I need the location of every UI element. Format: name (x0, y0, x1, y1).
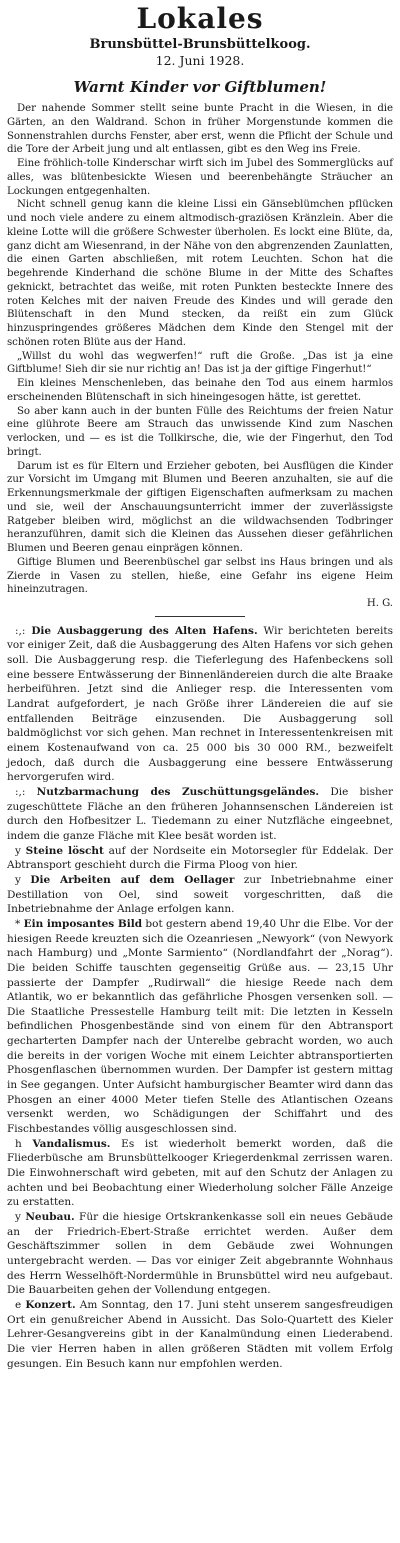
section-divider (155, 616, 245, 617)
notice-mark: h (15, 1137, 22, 1150)
notice-mark: e (15, 1298, 22, 1311)
notice-mark: y (15, 844, 21, 857)
main-article (7, 77, 393, 611)
local-notices (7, 624, 393, 1371)
notice-title: Ein imposantes Bild (23, 917, 143, 930)
notice-title: Konzert. (25, 1298, 76, 1311)
notice-mark: :,: (15, 785, 26, 798)
notice-item (7, 785, 393, 844)
article-paragraph: Der nahende Sommer stellt seine bunte Pracht in die Wiesen, in die Gärten, an den Waldrand. Schon in früher Morgenstunde kommen die Sonnenstrahlen durchs Fenster, aber erst, wenn die Pflicht der Schule und die Tore der Arbeit jung und alt entlassen, gibt es den Weg ins Freie. (7, 103, 393, 156)
article-headline: Warnt Kinder vor Giftblumen! (73, 78, 327, 96)
notice-item (7, 624, 393, 785)
notice-item (7, 1137, 393, 1210)
section-subhead: Brunsbüttel-Brunsbüttelkoog. (89, 37, 311, 52)
notice-mark: * (15, 917, 21, 930)
notice-title: Neubau. (25, 1211, 75, 1223)
notice-title: Die Arbeiten auf dem Oellager (30, 873, 235, 886)
notice-mark: :,: (15, 624, 26, 637)
notice-text: Es ist wiederholt bemerkt worden, daß die Fliederbüsche am Brunsbüttelkooger Kriegerdenkmal zerrissen waren. Die Einwohnerschaft wird gebeten, mit auf den Schutz der Anlagen zu achten und bei Beobachtung einer Wiederholung solcher Fälle Anzeige zu erstatten. (7, 1137, 393, 1209)
notice-text: zur Inbetriebnahme einer Destillation von Oel, sind soweit vorgeschritten, daß die Inbetriebnahme der Anlage erfolgen kann. (7, 873, 394, 916)
notice-text: Am Sonntag, den 17. Juni steht unserem sangesfreudigen Ort ein genußreicher Abend in Aussicht. Das Solo-Quartett des Kieler Lehrer-Gesangvereins gibt in der Kanalmündung einen Liederabend. Die vier Herren haben in allen größeren Städten mit vollem Erfolg gesungen. Ein Besuch kann nur empfohlen werden. (7, 1298, 394, 1370)
article-paragraph: Eine fröhlich-tolle Kinderschar wirft sich im Jubel des Sommerglücks auf alles, was blütenbesickte Wiesen und beerenbehängte Sträucher an Lockungen entgegenhalten. (7, 158, 393, 197)
article-signature: H. G. (366, 598, 393, 609)
notice-title: Die Ausbaggerung des Alten Hafens. (31, 624, 258, 637)
notice-title: Steine löscht (25, 844, 104, 857)
notice-item (7, 873, 393, 917)
masthead: Lokales (136, 2, 264, 35)
article-paragraph: Darum ist es für Eltern und Erzieher geboten, bei Ausflügen die Kinder zur Vorsicht im Umgang mit Blumen und Beeren anzuhalten, sie auf die Erkennungsmerkmale der giftigen Eigenschaften aufmerksam zu machen und sie, weil der Anschauungsunterricht immer der zuverlässigste Ratgeber bleiben wird, möglichst an die wildwachsenden Todbringer heranzuführen, damit sich die Kleinen das Aussehen dieser gefährlichen Blumen und Beeren genau einprägen können. (7, 460, 393, 554)
dateline: 12. Juni 1928. (155, 53, 245, 68)
article-paragraph: Giftige Blumen und Beerenbüschel gar selbst ins Haus bringen und als Zierde in Vasen zu stellen, hieße, eine Gefahr ins eigene Heim hineinzutragen. (7, 556, 393, 596)
notice-mark: y (15, 1211, 21, 1223)
article-paragraph: Ein kleines Menschenleben, das beinahe den Tod aus einem harmlos erscheinenden Blütenschaft in sich hineingesogen hätte, ist gerettet. (7, 378, 393, 403)
notice-text: Für die hiesige Ortskrankenkasse soll ein neues Gebäude an der Friedrich-Ebert-Straße errichtet werden. Außer dem Geschäftszimmer sollen in dem Gebäude zwei Wohnungen untergebracht werden. — Das vor einiger Zeit abgebrannte Wohnhaus des Herrn Wesselhöft-Nordermühle in Brunsbüttel wird neu aufgebaut. Die Bauarbeiten gehen der Vollendung entgegen. (7, 1211, 393, 1297)
article-paragraph: Nicht schnell genug kann die kleine Lissi ein Gänseblümchen pflücken und noch viele andere zu einem altmodisch-graziösen Kränzlein. Aber die kleine Lotte will die größere Schwester überholen. Es lockt eine Blüte, da, ganz dicht am Wiesenrand, in der Nähe von den abgrenzenden Zaunlatten, die einen Garten abschließen, mit rotem Leuchten. Schon hat die begehrende Kinderhand die schöne Blume in der Mitte des Schaftes geknickt, betrachtet das weiße, mit roten Punkten besteckte Innere des roten Kelches mit der naiven Freude des Kindes und will gerade den Blütenschaft in den Mund stecken, da reißt ein zum Glück hinzuspringendes größeres Mädchen dem Kinde den Stengel mit der schönen roten Blüte aus der Hand. (7, 199, 393, 348)
notice-text: auf der Nordseite ein Motorsegler für Eddelak. Der Abtransport geschieht durch die Firma Ploog von hier. (7, 844, 393, 872)
article-paragraph: So aber kann auch in der bunten Fülle des Reichtums der freien Natur eine glührote Beere am Strauch das unwissende Kind zum Naschen verlocken, und — es ist die Tollkirsche, die, wie der Fingerhut, den Tod bringt. (7, 405, 393, 458)
notice-title: Vandalismus. (32, 1137, 111, 1150)
notice-text: Wir berichteten bereits vor einiger Zeit, daß die Ausbaggerung des Alten Hafens vor sich gehen soll. Die Ausbaggerung resp. die Tieferlegung des Hafenbeckens soll eine bessere Entwässerung der Binnenländereien durch die alte Braake herbeiführen. Jetzt sind die Anlieger resp. die Interessenten vom Landrat aufgefordert, je nach Größe ihrer Ländereien die auf sie entfallenden Beiträge einzusenden. Die Ausbaggerung soll baldmöglichst vor sich gehen. Man rechnet in Interessentenkreisen mit einem Kostenaufwand von ca. 25 000 bis 30 000 RM., bezweifelt jedoch, daß durch die Ausbaggerung eine bessere Entwässerung hervorgerufen wird. (7, 624, 393, 784)
notice-item (7, 1298, 393, 1371)
article-paragraph: „Willst du wohl das wegwerfen!“ ruft die Große. „Das ist ja eine Giftblume! Sieh dir sie nur richtig an! Das ist ja der giftige Fingerhut!“ (7, 350, 393, 376)
notice-text: Die bisher zugeschüttete Fläche an den früheren Johannsenschen Ländereien ist durch den Hofbesitzer L. Tiedemann zu einer Nutzfläche eingeebnet, indem die ganze Fläche mit Klee besät worden ist. (7, 785, 394, 842)
notice-mark: y (15, 873, 21, 886)
notice-item (7, 917, 393, 1137)
notice-title: Nutzbarmachung des Zuschüttungsgeländes. (36, 785, 320, 798)
notice-item (7, 844, 393, 873)
notice-item (7, 1210, 393, 1298)
notice-text: bot gestern abend 19,40 Uhr die Elbe. Vor der hiesigen Reede kreuzten sich die Ozeanriesen „Newyork“ (von Newyork nach Hamburg) und „Monte Sarmiento“ (Nordlandfahrt der „Norag“). Die beiden Schiffe tauschten gegenseitig Grüße aus. — 23,15 Uhr passierte der Dampfer „Rudirwall“ die hiesige Reede nach dem Atlantik, wo er bekanntlich das gefährliche Phosgen versenken soll. — Die Staatliche Pressestelle Hamburg teilt mit: Die letzten in Kesseln befindlichen Phosgenbestände sind von einem für den Abtransport gecharterten Dampfer nach der Unterelbe gebracht worden, wo auch die bereits in der vorigen Woche mit einem Leichter abtransportierten Phosgenflaschen übernommen wurden. Der Dampfer ist gestern mittag in See gegangen. Unter Aufsicht hamburgischer Beamter wird dann das Phosgen an einer 4000 Meter tiefen Stelle des Atlantischen Ozeans versenkt werden, wo Schädigungen der Schiffahrt und des Fischbestandes völlig ausgeschlossen sind. (7, 917, 393, 1136)
